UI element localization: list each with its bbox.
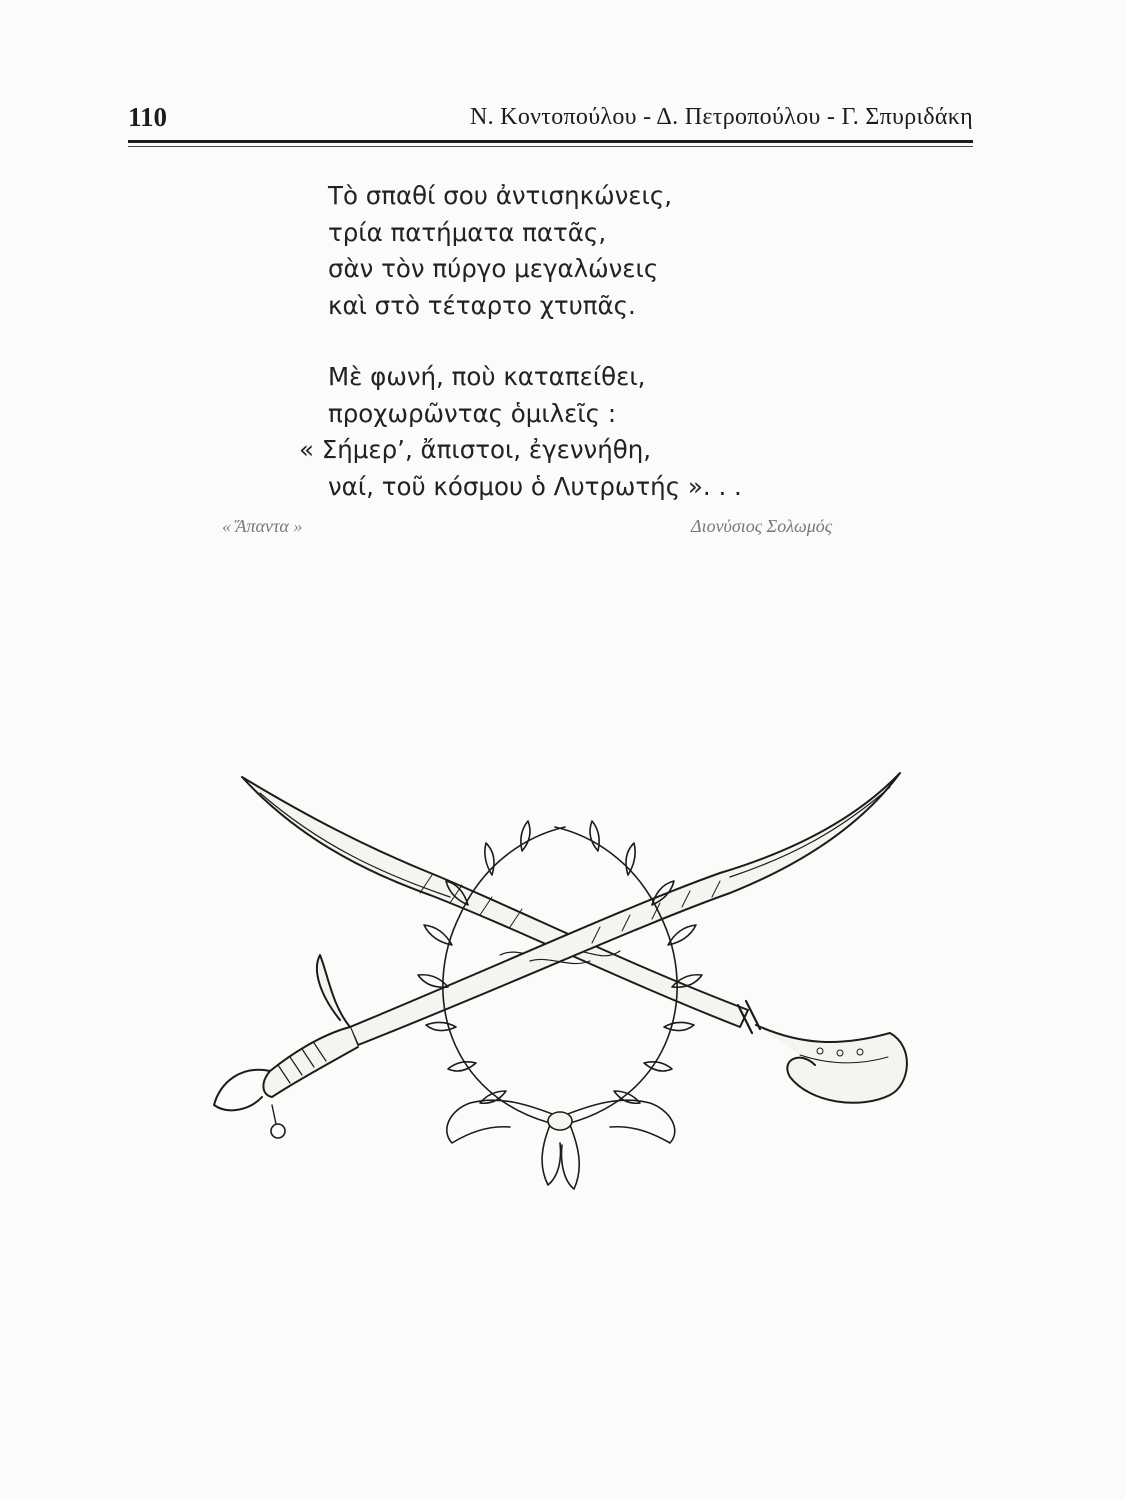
source-citation: « Ἅπαντα » — [222, 516, 303, 536]
author-name: Διονύσιος Σολωμός — [691, 516, 833, 536]
ribbon-bow — [447, 1100, 675, 1189]
laurel-wreath — [418, 821, 702, 1123]
poem-line: « Σήμερ’, ἄπιστοι, ἐγεννήθη, — [299, 435, 652, 464]
poem-line: προχωρῶντας ὁμιλεῖς : — [328, 398, 617, 428]
poem-line: σὰν τὸν πύργο μεγαλώνεις — [328, 254, 659, 283]
page-header — [128, 100, 973, 140]
header-rule-thick — [128, 140, 973, 143]
stanza-2 — [280, 359, 840, 505]
poem-line: τρία πατήματα πατᾶς, — [328, 217, 607, 247]
poem-line: Μὲ φωνή, ποὺ καταπείθει, — [328, 362, 646, 391]
poem-line: καὶ στὸ τέταρτο χτυπᾶς. — [328, 290, 636, 320]
header-rule-thin — [128, 146, 973, 147]
poem — [280, 178, 840, 540]
poem-line: Τὸ σπαθί σου ἀντισηκώνεις, — [328, 181, 672, 210]
page-number: 110 — [128, 102, 168, 132]
poem-line: ναί, τοῦ κόσμου ὁ Λυτρωτής ». . . — [328, 471, 742, 501]
crossed-sabres-laurel-wreath-icon — [200, 765, 920, 1205]
running-head: Ν. Κοντοπούλου - Δ. Πετροπούλου - Γ. Σπυριδάκη — [469, 104, 973, 130]
stanza-1 — [280, 178, 840, 324]
